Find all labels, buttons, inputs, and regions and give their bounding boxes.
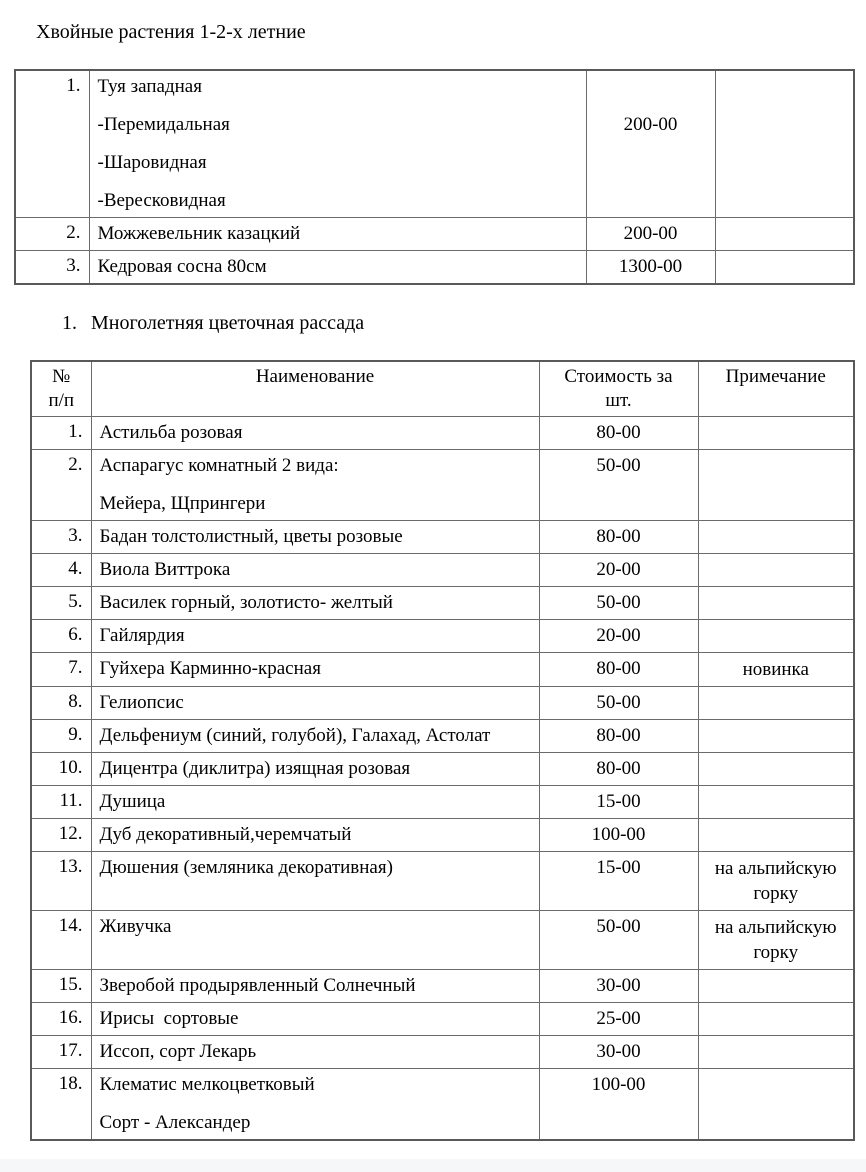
- item-name-cell: Гелиопсис: [91, 687, 539, 720]
- item-name-cell: Бадан толстолистный, цветы розовые: [91, 521, 539, 554]
- table-row: [31, 417, 854, 450]
- note-cell: на альпийскую горку: [698, 852, 854, 911]
- row-number-cell: 6.: [31, 620, 91, 653]
- note-cell: [698, 1003, 854, 1036]
- row-number-cell: 1.: [31, 417, 91, 450]
- note-cell: [698, 417, 854, 450]
- item-name-cell: Астильба розовая: [91, 417, 539, 450]
- note-cell: [698, 521, 854, 554]
- table-row: [31, 450, 854, 521]
- table-row: [31, 687, 854, 720]
- note-cell: на альпийскую горку: [698, 911, 854, 970]
- table-row: [15, 218, 854, 251]
- table-row: [31, 786, 854, 819]
- price-cell: 200-00: [586, 70, 715, 218]
- item-name-cell: Дицентра (диклитра) изящная розовая: [91, 753, 539, 786]
- item-name-cell: Живучка: [91, 911, 539, 970]
- price-cell: 30-00: [539, 970, 698, 1003]
- price-cell: 80-00: [539, 521, 698, 554]
- table-row: [31, 653, 854, 687]
- table-row: [31, 521, 854, 554]
- row-number-cell: 5.: [31, 587, 91, 620]
- row-number-cell: 16.: [31, 1003, 91, 1036]
- row-number-cell: 15.: [31, 970, 91, 1003]
- header-row: [31, 361, 854, 417]
- table-row: [31, 720, 854, 753]
- row-number-cell: 10.: [31, 753, 91, 786]
- price-cell: 80-00: [539, 653, 698, 687]
- item-name-cell: Душица: [91, 786, 539, 819]
- row-number-cell: 2.: [31, 450, 91, 521]
- note-cell: [698, 1069, 854, 1141]
- price-cell: 80-00: [539, 720, 698, 753]
- price-cell: 20-00: [539, 554, 698, 587]
- item-name-cell: Виола Виттрока: [91, 554, 539, 587]
- price-cell: 30-00: [539, 1036, 698, 1069]
- row-number-cell: 13.: [31, 852, 91, 911]
- note-cell: [698, 970, 854, 1003]
- header-price-cell: Стоимость за шт.: [539, 361, 698, 417]
- row-number-cell: 8.: [31, 687, 91, 720]
- price-cell: 1300-00: [586, 251, 715, 285]
- table-row: [31, 1069, 854, 1141]
- note-cell: [698, 620, 854, 653]
- header-num-cell: № п/п: [31, 361, 91, 417]
- row-number-cell: 2.: [15, 218, 89, 251]
- item-name-cell: Гуйхера Карминно-красная: [91, 653, 539, 687]
- table-row: [15, 251, 854, 285]
- table-row: [31, 911, 854, 970]
- item-name-cell: Кедровая сосна 80см: [89, 251, 586, 285]
- note-cell: [698, 587, 854, 620]
- row-number-cell: 18.: [31, 1069, 91, 1141]
- price-cell: 80-00: [539, 753, 698, 786]
- header-name-cell: Наименование: [91, 361, 539, 417]
- row-number-cell: 4.: [31, 554, 91, 587]
- note-cell: [715, 218, 854, 251]
- row-number-cell: 1.: [15, 70, 89, 218]
- row-number-cell: 9.: [31, 720, 91, 753]
- note-cell: [715, 251, 854, 285]
- section-title-perennials: [62, 311, 866, 336]
- row-number-cell: 7.: [31, 653, 91, 687]
- section-title-perennials-text: Многолетняя цветочная рассада: [91, 312, 365, 334]
- item-name-cell: Гайлярдия: [91, 620, 539, 653]
- note-cell: новинка: [698, 653, 854, 687]
- item-name-cell: Василек горный, золотисто- желтый: [91, 587, 539, 620]
- item-name-cell: Дуб декоративный,черемчатый: [91, 819, 539, 852]
- table-row: [31, 587, 854, 620]
- price-cell: 15-00: [539, 786, 698, 819]
- note-cell: [698, 753, 854, 786]
- table-row: [31, 1036, 854, 1069]
- item-name-cell: Дельфениум (синий, голубой), Галахад, Астолат: [91, 720, 539, 753]
- row-number-cell: 11.: [31, 786, 91, 819]
- item-name-cell: Клематис мелкоцветковый Сорт - Александер: [91, 1069, 539, 1141]
- perennials-table: [30, 360, 855, 1141]
- item-name-cell: Можжевельник казацкий: [89, 218, 586, 251]
- header-note-cell: Примечание: [698, 361, 854, 417]
- item-name-cell: Туя западная -Перемидальная -Шаровидная -Вересковидная: [89, 70, 586, 218]
- page-bottom-edge: [0, 1159, 866, 1172]
- price-cell: 15-00: [539, 852, 698, 911]
- table-row: [31, 970, 854, 1003]
- price-cell: 20-00: [539, 620, 698, 653]
- table-row: [31, 1003, 854, 1036]
- note-cell: [715, 70, 854, 218]
- price-cell: 100-00: [539, 819, 698, 852]
- row-number-cell: 14.: [31, 911, 91, 970]
- table-row: [31, 753, 854, 786]
- note-cell: [698, 554, 854, 587]
- conifers-table: [14, 69, 855, 285]
- price-cell: 50-00: [539, 687, 698, 720]
- note-cell: [698, 720, 854, 753]
- price-cell: 25-00: [539, 1003, 698, 1036]
- item-name-cell: Ирисы сортовые: [91, 1003, 539, 1036]
- row-number-cell: 3.: [31, 521, 91, 554]
- price-cell: 200-00: [586, 218, 715, 251]
- section-title-conifers: Хвойные растения 1-2-х летние: [36, 21, 306, 43]
- note-cell: [698, 450, 854, 521]
- table-row: [31, 620, 854, 653]
- item-name-cell: Аспарагус комнатный 2 вида: Мейера, Щпрингери: [91, 450, 539, 521]
- perennials-table-header: [31, 361, 854, 417]
- price-cell: 50-00: [539, 587, 698, 620]
- item-name-cell: Дюшения (земляника декоративная): [91, 852, 539, 911]
- note-cell: [698, 819, 854, 852]
- price-cell: 80-00: [539, 417, 698, 450]
- row-number-cell: 3.: [15, 251, 89, 285]
- item-name-cell: Зверобой продырявленный Солнечный: [91, 970, 539, 1003]
- table-row: [31, 819, 854, 852]
- table-row: [31, 852, 854, 911]
- table-row: [31, 554, 854, 587]
- item-name-cell: Иссоп, сорт Лекарь: [91, 1036, 539, 1069]
- note-cell: [698, 687, 854, 720]
- list-number: 1.: [62, 312, 77, 334]
- row-number-cell: 17.: [31, 1036, 91, 1069]
- table-row: [15, 70, 854, 218]
- note-cell: [698, 1036, 854, 1069]
- note-cell: [698, 786, 854, 819]
- price-cell: 50-00: [539, 911, 698, 970]
- price-cell: 50-00: [539, 450, 698, 521]
- row-number-cell: 12.: [31, 819, 91, 852]
- price-cell: 100-00: [539, 1069, 698, 1141]
